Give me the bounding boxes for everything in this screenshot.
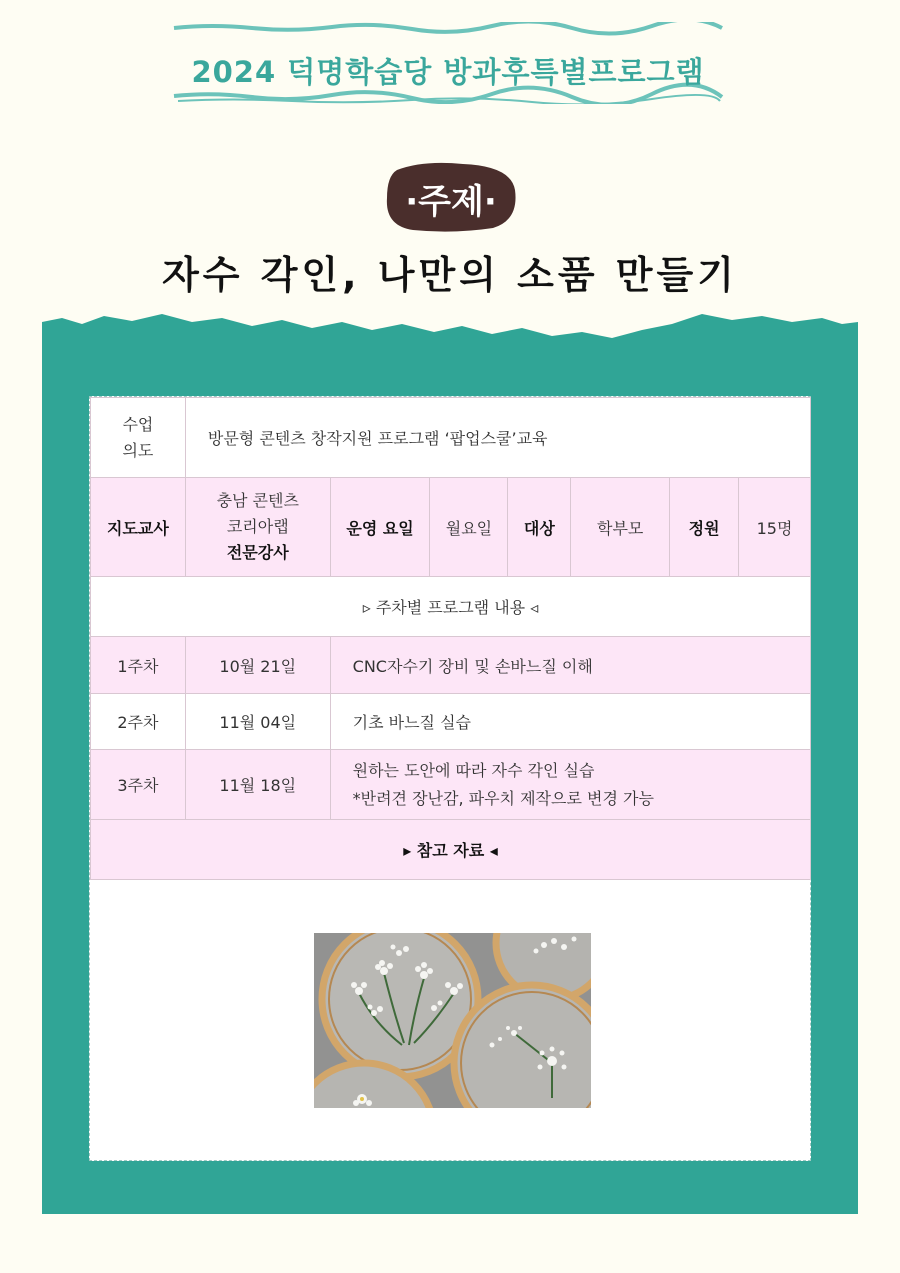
week-content-line2: *반려견 장난감, 파우치 제작으로 변경 가능 xyxy=(352,788,654,808)
week-content xyxy=(330,750,810,820)
week-date: 11월 18일 xyxy=(185,750,330,820)
teacher-org-line2: 코리아랩 xyxy=(226,517,289,536)
capacity-value: 15명 xyxy=(739,478,811,577)
topic-badge xyxy=(383,160,519,232)
intent-row xyxy=(91,398,811,478)
week-content: CNC자수기 장비 및 손바느질 이해 xyxy=(330,637,810,694)
week-number: 2주차 xyxy=(91,694,186,750)
program-banner xyxy=(172,22,724,104)
week-number: 1주차 xyxy=(91,637,186,694)
target-value: 학부모 xyxy=(571,478,670,577)
week-row xyxy=(91,750,811,820)
program-info-card xyxy=(89,396,811,1161)
main-title: 자수 각인, 나만의 소품 만들기 xyxy=(162,253,738,297)
teacher-org-line1: 충남 콘텐츠 xyxy=(216,491,299,510)
intent-label-text: 수업 의도 xyxy=(122,414,154,460)
reference-heading-row xyxy=(91,820,811,880)
teacher-row xyxy=(91,478,811,577)
week-row xyxy=(91,694,811,750)
week-content: 기초 바느질 실습 xyxy=(330,694,810,750)
reference-heading: ▸ 참고 자료 ◂ xyxy=(91,820,811,880)
teacher-role: 전문강사 xyxy=(226,543,289,562)
capacity-label: 정원 xyxy=(670,478,739,577)
embroidery-hoops-photo xyxy=(314,933,591,1108)
weekly-heading: ▹ 주차별 프로그램 내용 ◃ xyxy=(91,577,811,637)
day-label: 운영 요일 xyxy=(330,478,430,577)
intent-label xyxy=(91,398,186,478)
intent-value: 방문형 콘텐츠 창작지원 프로그램 ‘팝업스쿨’교육 xyxy=(185,398,810,478)
day-value: 월요일 xyxy=(430,478,508,577)
target-label: 대상 xyxy=(508,478,571,577)
banner-title: 2024 덕명학습당 방과후특별프로그램 xyxy=(191,55,705,89)
weekly-heading-row xyxy=(91,577,811,637)
week-row xyxy=(91,637,811,694)
teacher-label: 지도교사 xyxy=(91,478,186,577)
teacher-value xyxy=(185,478,330,577)
topic-label: ·주제· xyxy=(405,182,497,222)
program-info-table xyxy=(90,397,811,880)
week-number: 3주차 xyxy=(91,750,186,820)
week-content-line1: 원하는 도안에 따라 자수 각인 실습 xyxy=(352,760,595,780)
week-date: 11월 04일 xyxy=(185,694,330,750)
week-date: 10월 21일 xyxy=(185,637,330,694)
